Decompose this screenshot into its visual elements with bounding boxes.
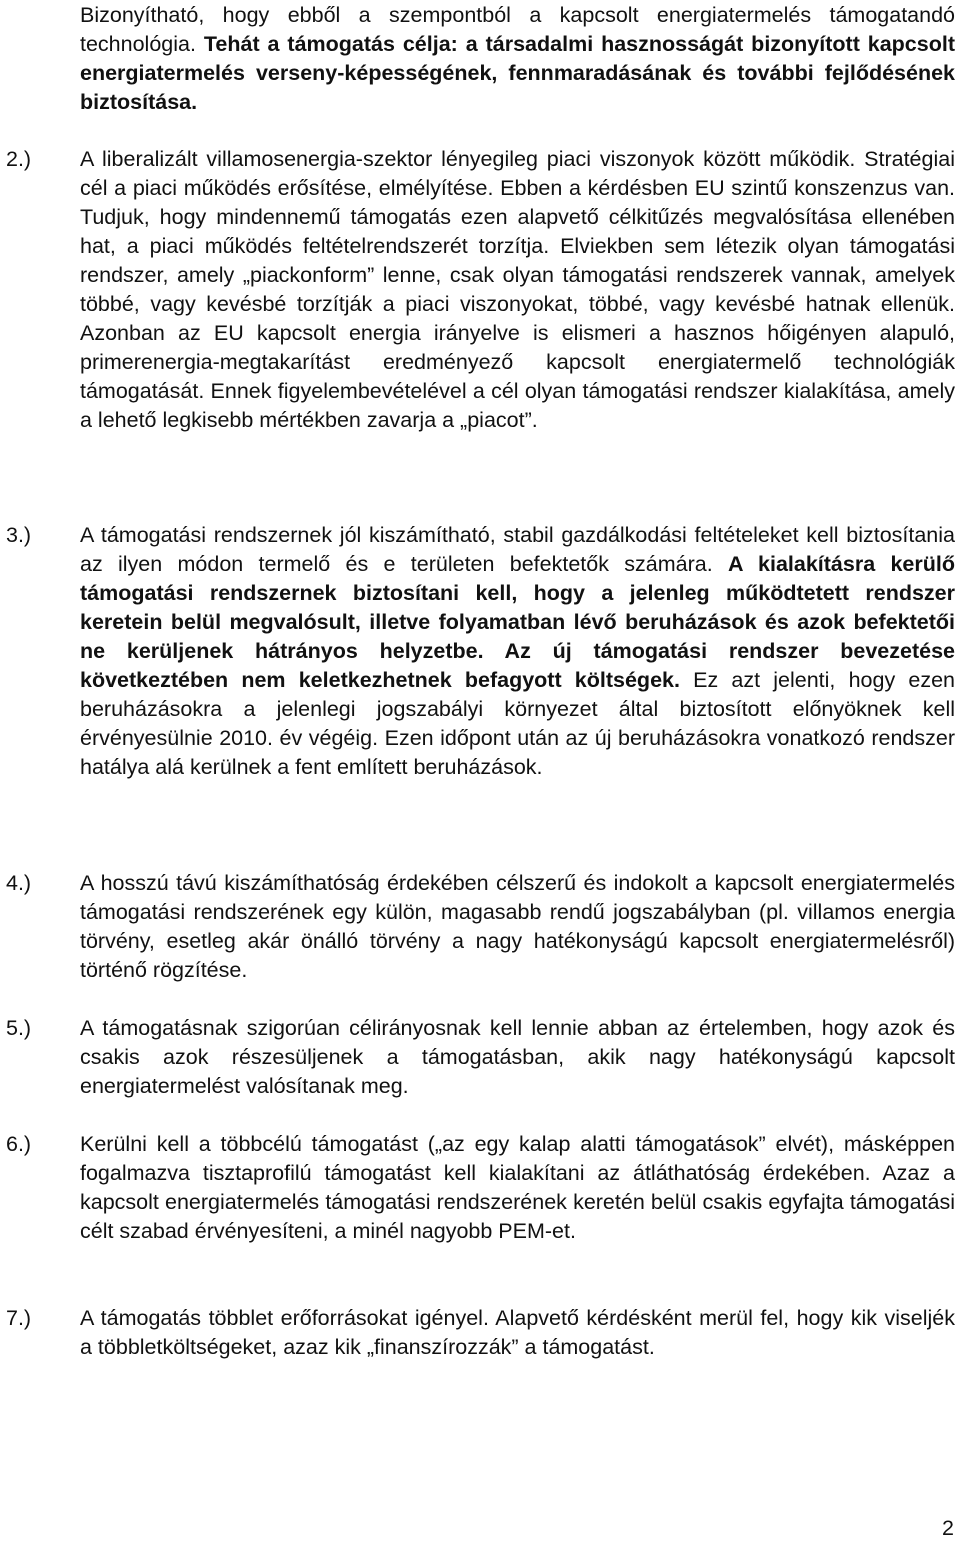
item-5-text: A támogatásnak szigorúan célirányosnak kell lennie abban az értelemben, hogy azok és csakis azok részesüljenek a támogatásban, akik nagy hatékonyságú kapcsolt energiatermelést valósítanak meg. xyxy=(80,1016,955,1098)
item-number-5: 5.) xyxy=(6,1016,32,1040)
item-3-text-a: A támogatási rendszernek jól kiszámítható, stabil gazdálkodási feltételeket kell biztosítania az ilyen módon termelő és e területen befektetők számára. xyxy=(80,523,955,576)
item-number-3: 3.) xyxy=(6,523,32,547)
item-2-text: A liberalizált villamosenergia-szektor lényegileg piaci viszonyok között működik. Stratégiai cél a piaci működés erősítése, elmélyítése. Ebben a kérdésben EU szintű konszenzus van. Tudjuk, hogy mindennemű támogatás ezen alapvető célkitűzés megvalósítása ellenében hat, a piaci működés feltételrendszerét torzítja. Elviekben sem létezik olyan támogatási rendszer, amely „piackonform” lenne, csak olyan támogatási rendszerek vannak, amelyek többé, vagy kevésbé torzítják a piaci viszonyokat, többé, vagy kevésbé hatnak ellenük. Azonban az EU kapcsolt energia irányelve is elismeri a hasznos hőigényen alapuló, primerenergia-megtakarítást eredményező kapcsolt energiatermelő technológiák támogatását. Ennek figyelembevételével a cél olyan támogatási rendszer kialakítása, amely a lehető legkisebb mértékben zavarja a „piacot”. xyxy=(80,147,955,432)
item-number-6: 6.) xyxy=(6,1132,32,1156)
item-number-2: 2.) xyxy=(6,147,32,171)
item-number-7: 7.) xyxy=(6,1306,32,1330)
item-paragraph-4 xyxy=(80,869,955,985)
item-6-text: Kerülni kell a többcélú támogatást („az egy kalap alatti támogatások” elvét), másképpen fogalmazva tisztaprofilú támogatást kell kialakítani az átláthatóság érdekében. Azaz a kapcsolt energiatermelés támogatási rendszerének keretén belül csakis egyfajta támogatási célt szabad érvényesíteni, a minél nagyobb PEM-et. xyxy=(80,1132,955,1243)
item-7-text: A támogatás többlet erőforrásokat igényel. Alapvető kérdésként merül fel, hogy kik viseljék a többletköltségeket, azaz kik „finanszírozzák” a támogatást. xyxy=(80,1306,955,1359)
item-paragraph-3 xyxy=(80,521,955,782)
item-paragraph-2 xyxy=(80,145,955,435)
intro-text-bold: Tehát a támogatás célja: a társadalmi hasznosságát bizonyított kapcsolt energiatermelés verseny-képességének, fennmaradásának és további fejlődésének biztosítása. xyxy=(80,32,955,114)
intro-text: Bizonyítható, hogy ebből a szempontból a kapcsolt energiatermelés támogatandó technológia. xyxy=(80,3,955,56)
page-number: 2 xyxy=(942,1516,954,1540)
item-paragraph-7 xyxy=(80,1304,955,1362)
intro-paragraph xyxy=(80,1,955,117)
item-4-text: A hosszú távú kiszámíthatóság érdekében célszerű és indokolt a kapcsolt energiatermelés támogatási rendszerének egy külön, magasabb rendű jogszabályban (pl. villamos energia törvény, esetleg akár önálló törvény a nagy hatékonyságú kapcsolt energiatermelésről) történő rögzítése. xyxy=(80,871,955,982)
item-paragraph-5 xyxy=(80,1014,955,1101)
item-number-4: 4.) xyxy=(6,871,32,895)
item-3-text-b: Ez azt jelenti, hogy ezen beruházásokra a jelenlegi jogszabályi környezet által biztosított előnyöknek kell érvényesülnie 2010. év végéig. Ezen időpont után az új beruházásokra vonatkozó rendszer hatálya alá kerülnek a fent említett beruházások. xyxy=(80,668,955,779)
item-3-text-bold: A kialakításra kerülő támogatási rendszernek biztosítani kell, hogy a jelenleg működtetett rendszer keretein belül megvalósult, illetve folyamatban lévő beruházások és azok befektetői ne kerüljenek hátrányos helyzetbe. Az új támogatási rendszer bevezetése következtében nem keletkezhetnek befagyott költségek. xyxy=(80,552,955,692)
item-paragraph-6 xyxy=(80,1130,955,1246)
